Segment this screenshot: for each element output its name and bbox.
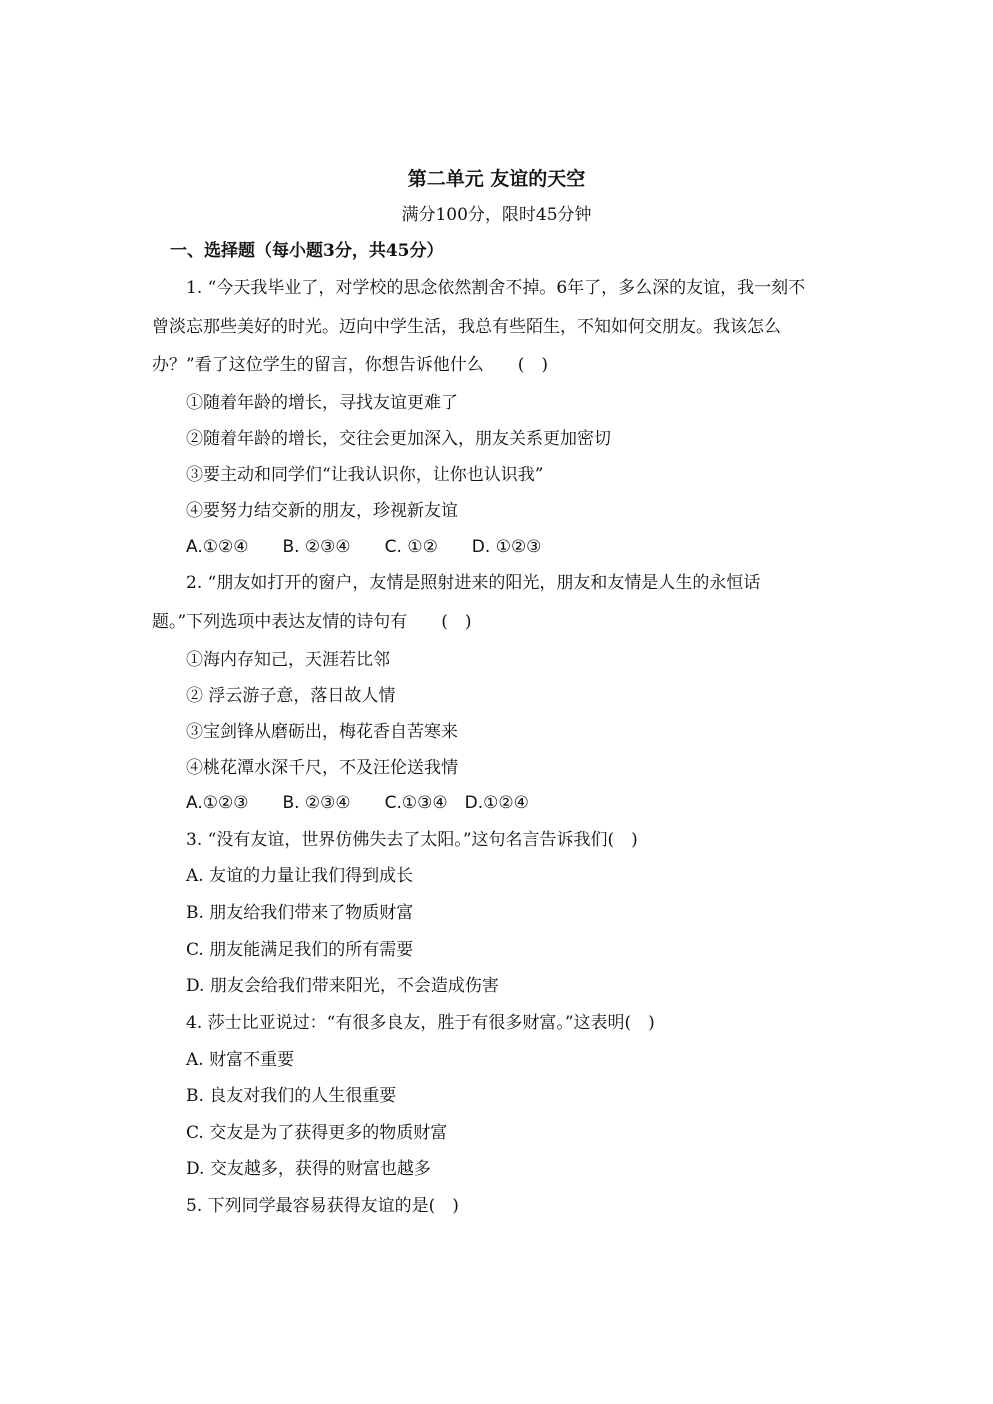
q4-choice-c: C. 交友是为了获得更多的物质财富 (186, 1123, 448, 1143)
q1-item-4: ④要努力结交新的朋友，珍视新友谊 (186, 501, 458, 521)
q3-choice-b: B. 朋友给我们带来了物质财富 (186, 903, 414, 923)
q3-choice-a: A. 友谊的力量让我们得到成长 (186, 866, 414, 886)
q4-stem: 4. 莎士比亚说过：“有很多良友，胜于有很多财富。”这表明( ) (186, 1013, 655, 1033)
q4-choice-b: B. 良友对我们的人生很重要 (186, 1086, 397, 1106)
page-subtitle: 满分100分，限时45分钟 (401, 205, 592, 225)
q1-item-2: ②随着年龄的增长，交往会更加深入，朋友关系更加密切 (186, 429, 611, 449)
q1-stem-line-3: 办？”看了这位学生的留言，你想告诉他什么 ( ) (152, 355, 548, 375)
q2-options: A.①②③ B. ②③④ C.①③④ D.①②④ (186, 793, 529, 813)
q4-choice-a: A. 财富不重要 (186, 1050, 295, 1070)
q2-item-4: ④桃花潭水深千尺，不及汪伦送我情 (186, 758, 458, 778)
q2-stem-line-1: 2. “朋友如打开的窗户，友情是照射进来的阳光，朋友和友情是人生的永恒话 (186, 573, 761, 593)
q2-item-1: ①海内存知己，天涯若比邻 (186, 650, 390, 670)
q4-choice-d: D. 交友越多，获得的财富也越多 (186, 1159, 431, 1179)
q2-item-3: ③宝剑锋从磨砺出，梅花香自苦寒来 (186, 722, 458, 742)
q1-item-1: ①随着年龄的增长，寻找友谊更难了 (186, 393, 458, 413)
q1-item-3: ③要主动和同学们“让我认识你，让你也认识我” (186, 465, 544, 485)
q3-stem: 3. “没有友谊，世界仿佛失去了太阳。”这句名言告诉我们( ) (186, 830, 638, 850)
q5-stem: 5. 下列同学最容易获得友谊的是( ) (186, 1196, 459, 1216)
q1-stem-line-2: 曾淡忘那些美好的时光。迈向中学生活，我总有些陌生，不知如何交朋友。我该怎么 (152, 317, 781, 337)
q2-stem-line-2: 题。”下列选项中表达友情的诗句有 ( ) (152, 612, 472, 632)
page-title: 第二单元 友谊的天空 (407, 168, 586, 190)
q1-stem-line-1: 1. “今天我毕业了，对学校的思念依然割舍不掉。6年了，多么深的友谊，我一刻不 (186, 278, 806, 298)
section-heading: 一、选择题（每小题3分，共45分） (170, 241, 444, 261)
q2-item-2: ② 浮云游子意，落日故人情 (186, 686, 396, 706)
q3-choice-d: D. 朋友会给我们带来阳光，不会造成伤害 (186, 976, 499, 996)
q1-options: A.①②④ B. ②③④ C. ①② D. ①②③ (186, 537, 542, 557)
q3-choice-c: C. 朋友能满足我们的所有需要 (186, 940, 414, 960)
